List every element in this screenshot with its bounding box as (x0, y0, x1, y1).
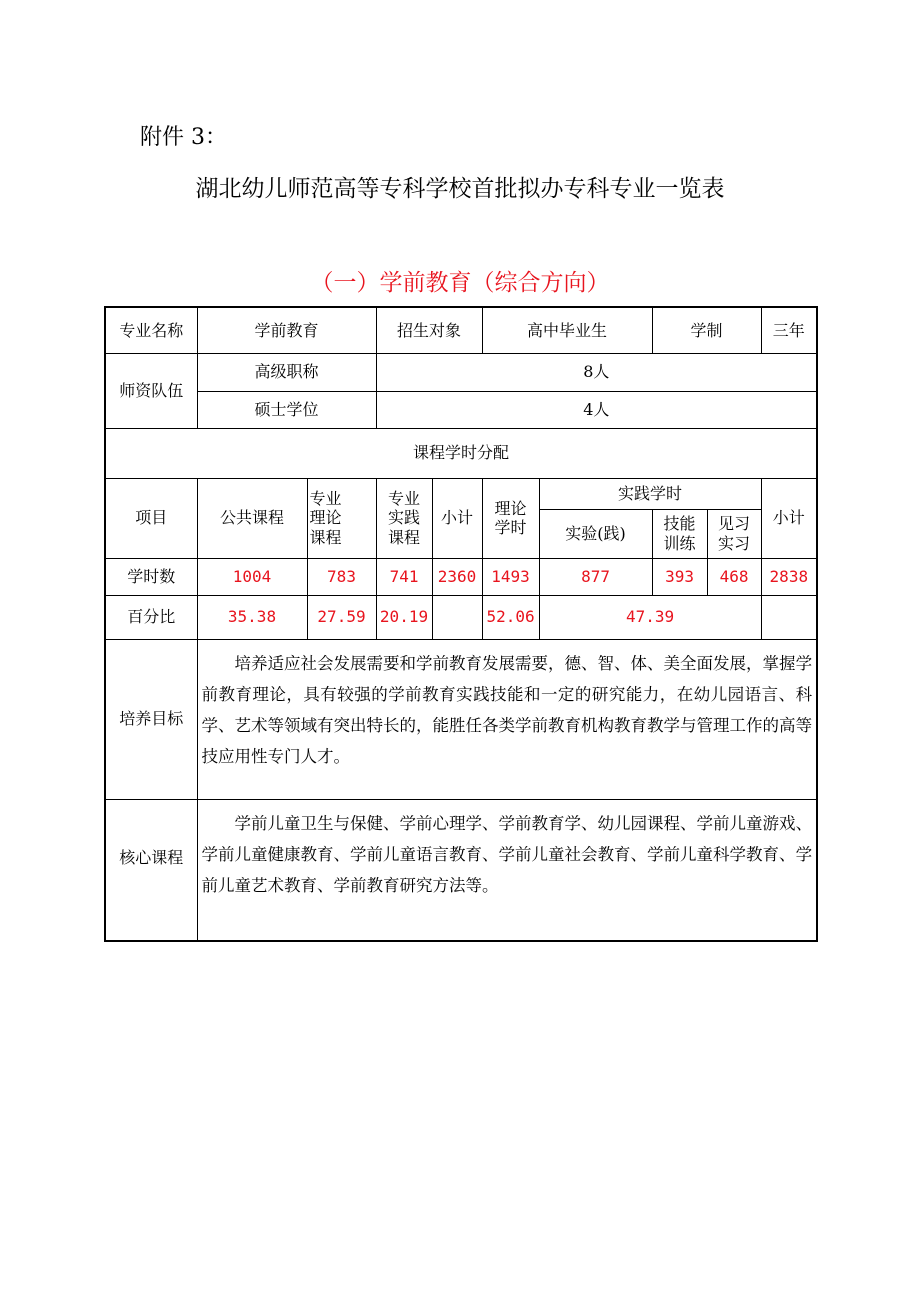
header-theory-hours-line2: 学时 (494, 518, 527, 537)
header-internship (707, 509, 761, 558)
percent-row-label: 百分比 (105, 595, 197, 639)
hours-skill: 393 (652, 558, 707, 595)
major-name-label: 专业名称 (105, 307, 197, 353)
header-practice-course-line1: 专业 (388, 489, 421, 509)
header-practice-hours: 实践学时 (539, 478, 761, 509)
header-theory-hours-line1: 理论 (494, 498, 527, 518)
hours-intern: 468 (707, 558, 761, 595)
major-name-value: 学前教育 (197, 307, 376, 353)
percent-subtotal-empty (432, 595, 482, 639)
section-title: （一）学前教育（综合方向） (310, 270, 610, 296)
goal-cell (197, 639, 817, 799)
header-practice-course-line3: 课程 (388, 527, 421, 547)
hours-theory-hours: 1493 (482, 558, 539, 595)
header-experiment: 实验(践) (539, 509, 652, 558)
percent-theory: 27.59 (307, 595, 376, 639)
percent-public: 35.38 (197, 595, 307, 639)
header-skill-training (652, 509, 707, 558)
percent-total-empty (761, 595, 817, 639)
enroll-target-value: 高中毕业生 (482, 307, 652, 353)
header-public-course: 公共课程 (197, 478, 307, 558)
goal-label: 培养目标 (105, 639, 197, 799)
header-theory-course (307, 478, 376, 558)
header-practice-course (376, 478, 432, 558)
hours-experiment: 877 (539, 558, 652, 595)
hours-row-label: 学时数 (105, 558, 197, 595)
header-theory-course-line2: 理论 (309, 508, 342, 528)
header-subtotal: 小计 (432, 478, 482, 558)
master-degree-value: 4人 (376, 391, 817, 428)
percent-practice-hours: 47.39 (539, 595, 761, 639)
core-cell (197, 799, 817, 941)
hours-theory: 783 (307, 558, 376, 595)
header-intern-line1: 见习 (718, 514, 751, 534)
hours-practice: 741 (376, 558, 432, 595)
header-theory-course-line1: 专业 (309, 489, 342, 509)
faculty-label: 师资队伍 (105, 353, 197, 428)
core-text: 学前儿童卫生与保健、学前心理学、学前教育学、幼儿园课程、学前儿童游戏、学前儿童健康教育、学前儿童语言教育、学前儿童社会教育、学前儿童科学教育、学前儿童艺术教育、学前教育研究方法等。 (201, 813, 813, 895)
goal-text: 培养适应社会发展需要和学前教育发展需要，德、智、体、美全面发展，掌握学前教育理论，具有较强的学前教育实践技能和一定的研究能力，在幼儿园语言、科学、艺术等领域有突出特长的，能胜任各类学前教育机构教育教学与管理工作的高等技应用性专门人才。 (201, 653, 813, 766)
percent-practice: 20.19 (376, 595, 432, 639)
hours-subtotal: 2360 (432, 558, 482, 595)
duration-value: 三年 (761, 307, 817, 353)
header-theory-course-line3: 课程 (309, 527, 342, 547)
hours-total: 2838 (761, 558, 817, 595)
hours-public: 1004 (197, 558, 307, 595)
header-theory-hours (482, 478, 539, 558)
document-title: 湖北幼儿师范高等专科学校首批拟办专科专业一览表 (195, 176, 725, 202)
senior-title-value: 8人 (376, 353, 817, 391)
master-degree-label: 硕士学位 (197, 391, 376, 428)
attachment-label: 附件 3： (140, 125, 227, 150)
header-item: 项目 (105, 478, 197, 558)
header-practice-course-line2: 实践 (388, 508, 421, 528)
major-table (104, 306, 818, 942)
header-total: 小计 (761, 478, 817, 558)
percent-theory-hours: 52.06 (482, 595, 539, 639)
header-skill-line1: 技能 (663, 514, 696, 534)
enroll-target-label: 招生对象 (376, 307, 482, 353)
senior-title-label: 高级职称 (197, 353, 376, 391)
header-skill-line2: 训练 (663, 533, 696, 553)
core-label: 核心课程 (105, 799, 197, 941)
course-hours-section-label: 课程学时分配 (105, 428, 817, 478)
duration-label: 学制 (652, 307, 761, 353)
header-intern-line2: 实习 (718, 533, 751, 553)
